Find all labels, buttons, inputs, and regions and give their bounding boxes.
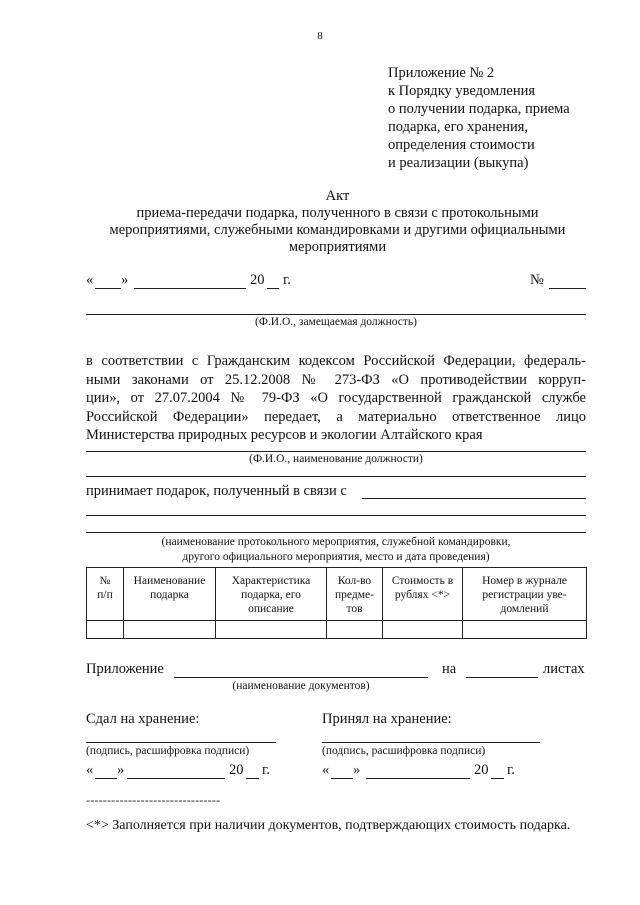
table-cell[interactable] [124,621,216,639]
page-number: 8 [317,30,323,42]
event-caption [86,535,586,564]
received-caption: (подпись, расшифровка подписи) [322,745,486,757]
date-day-blank[interactable] [95,288,121,289]
received-signature-line[interactable] [322,742,540,743]
header-cell-journal-number: Номер в журнале регистрации уве- домлений [463,568,587,621]
header-cell-quantity: Кол-во предме- тов [327,568,383,621]
main-paragraph [86,352,586,445]
table-cell[interactable] [383,621,463,639]
received-month-blank[interactable] [366,778,470,779]
paragraph-line: в соответствии с Гражданским кодексом Российской Федерации, федераль- [86,353,586,369]
attachment-sheets-blank[interactable] [466,677,538,678]
received-day-blank[interactable] [331,778,353,779]
received-date-open: « [322,762,330,778]
handed-date-open: « [86,762,94,778]
received-year-blank[interactable] [491,778,504,779]
date-quote-open: « [86,272,94,288]
table-cell[interactable] [87,621,124,639]
appendix-line: Приложение № 2 [388,65,495,81]
handed-caption: (подпись, расшифровка подписи) [86,745,250,757]
received-label: Принял на хранение: [322,711,452,727]
date-quote-close: » [121,272,129,288]
document-title [60,188,615,256]
gift-table [86,567,587,639]
date-year-prefix: 20 [250,272,265,288]
number-blank[interactable] [549,288,586,289]
event-caption-line: (наименование протокольного мероприятия, служебной командировки, [161,536,511,548]
handed-date-close: » [117,762,125,778]
fio-name-caption: (Ф.И.О., наименование должности) [249,453,423,465]
paragraph-line: Российской Федерации» передает, а материально ответственное лицо [86,408,586,425]
event-blank-1[interactable] [362,498,586,499]
paragraph-line: Министерства природных ресурсов и экологии Алтайского края [86,427,483,443]
appendix-line: к Порядку уведомления [388,83,536,99]
footnote: <*> Заполняется при наличии документов, подтверждающих стоимость подарка. [86,818,571,833]
table-cell[interactable] [327,621,383,639]
attachment-on-label: на [442,661,457,677]
table-cell[interactable] [463,621,587,639]
fio-name-line-2[interactable] [86,476,586,477]
handed-day-blank[interactable] [95,778,117,779]
header-cell-description: Характеристика подарка, его описание [216,568,327,621]
appendix-header [388,64,628,172]
fio-position-caption: (Ф.И.О., замещаемая должность) [255,316,417,328]
received-year-suffix: г. [507,762,515,778]
receives-text: принимает подарок, полученный в связи с [86,483,347,499]
table-cell[interactable] [216,621,327,639]
fio-position-line[interactable] [86,314,586,315]
title-line: мероприятиями, служебными командировками и другими официальными [109,222,566,238]
footnote-separator: -------------------------------- [86,793,221,807]
handed-label: Сдал на хранение: [86,711,200,727]
table-header-row [87,568,587,621]
date-year-blank[interactable] [267,288,279,289]
handed-month-blank[interactable] [127,778,225,779]
title-heading: Акт [325,188,350,204]
handed-year-blank[interactable] [246,778,259,779]
appendix-line: о получении подарка, приема [388,101,570,117]
paragraph-line: ции», от 27.07.2004 № 79-ФЗ «О государственной гражданской службе [86,390,586,406]
appendix-line: подарка, его хранения, [388,119,529,135]
table-row [87,621,587,639]
paragraph-line: ными законами от 25.12.2008 № 273-ФЗ «О противодействии корруп- [86,371,586,388]
attachment-blank[interactable] [174,677,428,678]
attachment-sheets-label: листах [543,661,585,677]
received-date-close: » [353,762,361,778]
received-year-prefix: 20 [474,762,489,778]
handed-year-suffix: г. [262,762,270,778]
attachment-caption: (наименование документов) [232,680,370,692]
header-cell-name: Наименование подарка [124,568,216,621]
appendix-line: определения стоимости [388,137,535,153]
date-month-blank[interactable] [134,288,246,289]
handed-year-prefix: 20 [229,762,244,778]
title-line: приема-передачи подарка, полученного в связи с протокольными [136,205,539,221]
handed-signature-line[interactable] [86,742,276,743]
header-cell-number: № п/п [87,568,124,621]
event-blank-3[interactable] [86,532,586,533]
title-line: мероприятиями [288,239,387,255]
header-cell-cost: Стоимость в рублях <*> [383,568,463,621]
attachment-label: Приложение [86,661,164,677]
fio-name-line[interactable] [86,451,586,452]
number-label: № [530,272,544,288]
date-year-suffix: г. [283,272,291,288]
appendix-line: и реализации (выкупа) [388,155,529,171]
event-blank-2[interactable] [86,515,586,516]
event-caption-line: другого официального мероприятия, место и дата проведения) [182,550,490,563]
